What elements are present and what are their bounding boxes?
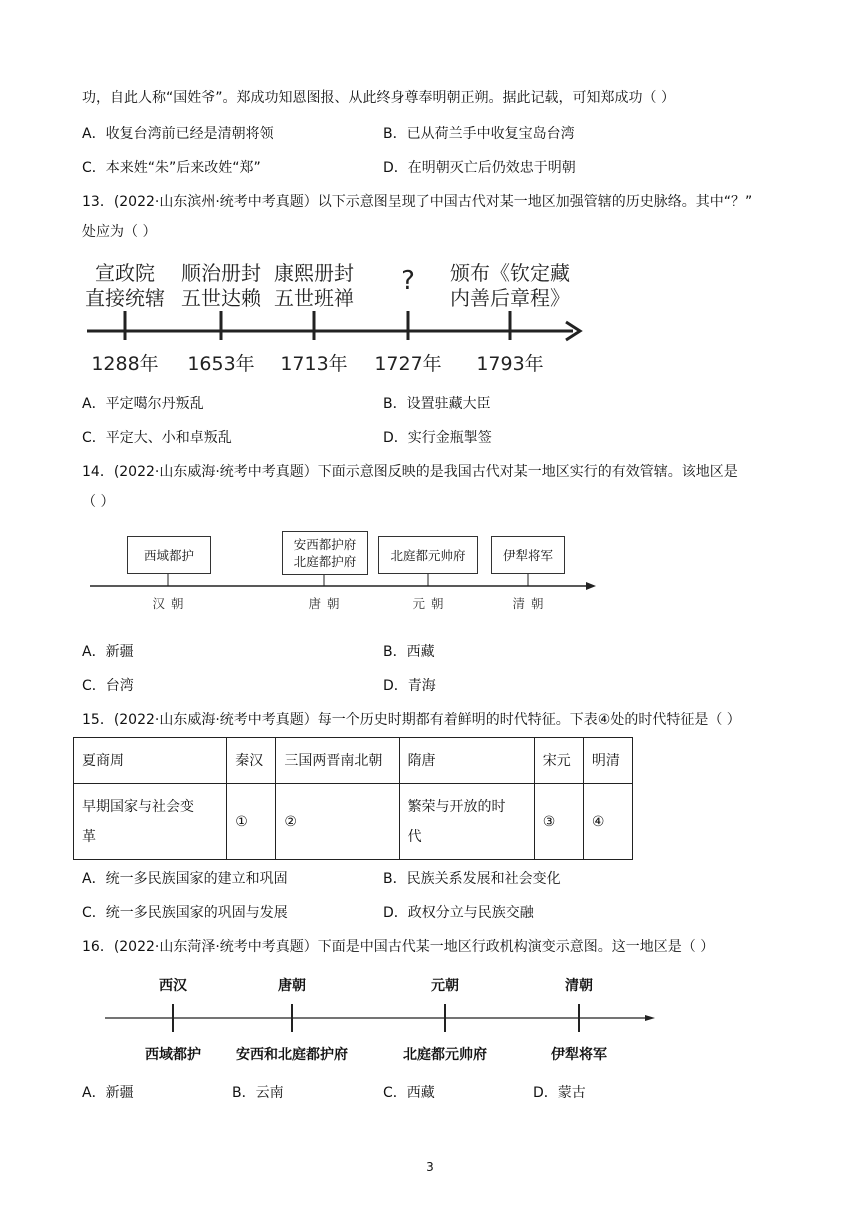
q15-header-cell: 秦汉 (227, 738, 276, 784)
q13-option-c: C．平定大、小和卓叛乱 (82, 430, 232, 446)
q14-option-d: D．青海 (383, 678, 436, 694)
q13-stem-line2: 处应为（ ） (82, 224, 157, 240)
q15-header-cell: 隋唐 (399, 738, 534, 784)
q14-box-qing-label: 伊犁将军 (502, 547, 553, 563)
q13-year-3: 1713年 (280, 353, 348, 375)
q14-era-qing: 清朝 (512, 596, 550, 611)
q14-stem-line1: 14．(2022·山东威海·统考中考真题）下面示意图反映的是我国古代对某一地区实行的有效管辖。该地区是 (82, 464, 738, 480)
q16-dynasty-2: 唐朝 (278, 978, 306, 994)
q14-box-tang-line2: 北庭都护府 (293, 554, 357, 569)
q15-cell-3: ③ (534, 784, 583, 860)
q14-era-han: 汉朝 (152, 596, 190, 611)
q14-era-yuan: 元朝 (412, 596, 450, 611)
q16-agency-2: 安西和北庭都护府 (236, 1047, 348, 1063)
q16-option-b: B．云南 (232, 1085, 284, 1101)
q14-option-c: C．台湾 (82, 678, 134, 694)
q16-stem: 16．(2022·山东菏泽·统考中考真题）下面是中国古代某一地区行政机构演变示意图。这一地区是（ ） (82, 939, 715, 955)
q13-event-5-line1: 颁布《钦定藏 (450, 261, 570, 285)
q12-stem-tail: 功，自此人称“国姓爷”。郑成功知恩图报、从此终身尊奉明朝正朔。据此记载，可知郑成功（ ） (82, 90, 675, 106)
q16-agency-3: 北庭都元帅府 (403, 1047, 487, 1063)
q13-year-2: 1653年 (187, 353, 255, 375)
q12-option-b: B．已从荷兰手中收复宝岛台湾 (383, 126, 575, 142)
q16-option-a: A．新疆 (82, 1085, 134, 1101)
q13-event-3-line1: 康熙册封 (274, 261, 354, 285)
q13-event-3-line2: 五世班禅 (274, 286, 354, 310)
q14-box-yuan-label: 北庭都元帅府 (390, 547, 466, 563)
q13-year-5: 1793年 (476, 353, 544, 375)
q15-header-cell: 宋元 (534, 738, 583, 784)
q15-cell-sui-line2: 代 (407, 828, 422, 845)
q16-dynasty-1: 西汉 (159, 978, 187, 994)
q15-cell-4: ④ (583, 784, 632, 860)
q13-stem-line1: 13．(2022·山东滨州·统考中考真题）以下示意图呈现了中国古代对某一地区加强管辖的历史脉络。其中“？” (82, 194, 753, 210)
q13-event-4-question: ? (401, 266, 415, 296)
q13-event-1-line1: 宣政院 (95, 261, 155, 285)
q13-option-b: B．设置驻藏大臣 (383, 396, 491, 412)
q14-option-b: B．西藏 (383, 644, 435, 660)
q13-event-5-line2: 内善后章程》 (450, 286, 570, 310)
q13-event-2-line1: 顺治册封 (181, 261, 261, 285)
q13-option-d: D．实行金瓶掣签 (383, 430, 492, 446)
q13-event-1-line2: 直接统辖 (85, 286, 165, 310)
q15-cell-1: ① (227, 784, 276, 860)
q14-box-tang-line1: 安西都护府 (293, 537, 357, 552)
q16-dynasty-4: 清朝 (565, 978, 593, 994)
q13-option-a: A．平定噶尔丹叛乱 (82, 396, 204, 412)
q16-agency-4: 伊犁将军 (551, 1047, 607, 1063)
q16-option-c: C．西藏 (383, 1085, 435, 1101)
q15-option-b: B．民族关系发展和社会变化 (383, 871, 561, 887)
q14-option-a: A．新疆 (82, 644, 134, 660)
q15-cell-sui-line1: 繁荣与开放的时 (407, 798, 506, 815)
q12-option-a: A．收复台湾前已经是清朝将领 (82, 126, 274, 142)
q15-stem: 15．(2022·山东威海·统考中考真题）每一个历史时期都有着鲜明的时代特征。下表④处的时代特征是（ ） (82, 712, 741, 728)
q13-year-1: 1288年 (91, 353, 159, 375)
q12-option-c: C．本来姓“朱”后来改姓“郑” (82, 160, 261, 176)
q15-cell-xia-line2: 革 (82, 828, 96, 845)
page-number: 3 (426, 1160, 434, 1174)
q13-year-4: 1727年 (374, 353, 442, 375)
q15-header-cell: 三国两晋南北朝 (276, 738, 399, 784)
q13-event-2-line2: 五世达赖 (181, 286, 261, 310)
q14-box-han-label: 西域都护 (143, 547, 194, 563)
q15-option-a: A．统一多民族国家的建立和巩固 (82, 871, 288, 887)
q15-header-cell: 明清 (583, 738, 632, 784)
q15-cell-2: ② (276, 784, 399, 860)
q15-option-c: C．统一多民族国家的巩固与发展 (82, 905, 288, 921)
q14-stem-line2: （ ） (82, 494, 115, 510)
q16-option-d: D．蒙古 (533, 1085, 586, 1101)
q15-option-d: D．政权分立与民族交融 (383, 905, 534, 921)
q16-agency-1: 西域都护 (145, 1047, 201, 1063)
q15-cell-xia-line1: 早期国家与社会变 (82, 798, 194, 815)
q16-dynasty-3: 元朝 (431, 978, 459, 994)
q14-era-tang: 唐朝 (308, 596, 346, 611)
q12-option-d: D．在明朝灭亡后仍效忠于明朝 (383, 160, 576, 176)
q15-header-cell: 夏商周 (74, 738, 227, 784)
